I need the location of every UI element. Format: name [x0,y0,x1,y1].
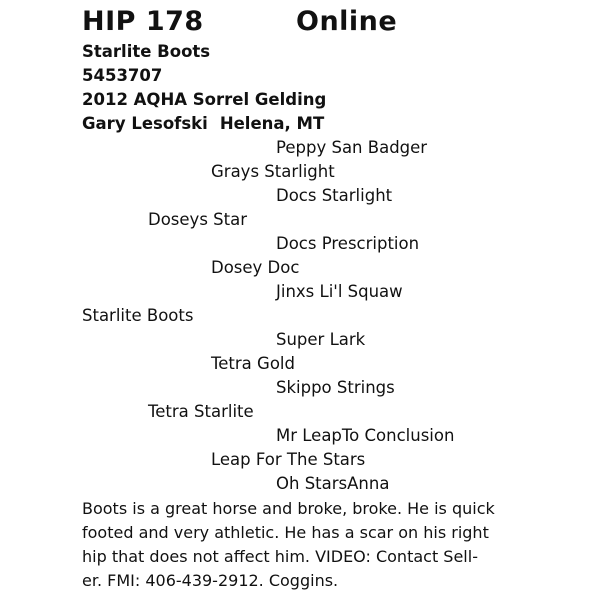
pedigree-sire-dam-dam: Jinxs Li'l Squaw [276,282,403,301]
hip-header [82,4,398,40]
registration-number: 5453707 [82,66,163,85]
pedigree-sire-dam: Dosey Doc [211,258,300,277]
consignor-name: Gary Lesofski [82,114,208,133]
consignor-line [82,112,324,136]
pedigree-dam-sire-dam: Skippo Strings [276,378,395,397]
pedigree-sire-sire-dam: Docs Starlight [276,186,393,205]
pedigree-subject: Starlite Boots [82,306,194,325]
description-line: footed and very athletic. He has a scar on his right [82,523,489,542]
horse-description [82,497,600,593]
pedigree-dam-dam: Leap For The Stars [211,450,366,469]
consignor-location: Helena, MT [219,114,325,133]
pedigree-sire-dam-sire: Docs Prescription [276,234,420,253]
sale-status: Online [296,6,398,37]
horse-details: 2012 AQHA Sorrel Gelding [82,90,327,109]
pedigree-sire-sire-sire: Peppy San Badger [276,138,428,157]
pedigree-dam-sire-sire: Super Lark [276,330,366,349]
pedigree-sire-sire: Grays Starlight [211,162,335,181]
description-line: hip that does not affect him. VIDEO: Contact Sell- [82,547,478,566]
pedigree-dam-dam-sire: Mr LeapTo Conclusion [276,426,455,445]
description-line: er. FMI: 406-439-2912. Coggins. [82,571,339,590]
horse-name: Starlite Boots [82,42,211,61]
pedigree-dam-dam-dam: Oh StarsAnna [276,474,390,493]
pedigree-sire: Doseys Star [148,210,247,229]
pedigree-dam-sire: Tetra Gold [211,354,295,373]
description-line: Boots is a great horse and broke, broke. He is quick [82,499,495,518]
pedigree-dam: Tetra Starlite [148,402,254,421]
hip-number: HIP 178 [82,6,204,37]
